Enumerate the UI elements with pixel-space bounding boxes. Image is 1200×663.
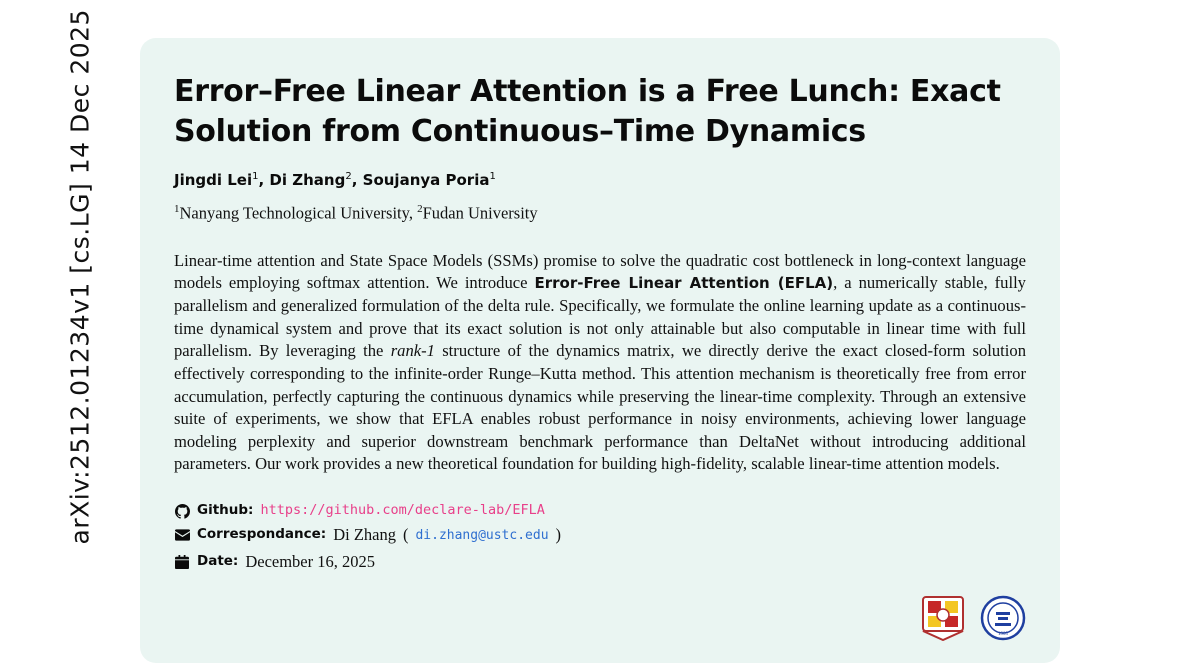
calendar-icon [174,554,190,570]
svg-text:1905: 1905 [998,632,1008,637]
meta-row-date [174,549,1026,576]
affiliation-2: Fudan University [422,203,538,223]
author-1: Jingdi Lei$^1$ [174,171,259,190]
correspondance-name: Di Zhang [333,524,396,544]
date-value: December 16, 2025 [245,551,375,571]
arxiv-stamp-text: arXiv:2512.01234v1 [cs.LG] 14 Dec 2025 [65,9,95,545]
author-2: Di Zhang$^2$ [269,171,352,190]
affiliation-1-sup: 1 [174,203,180,216]
github-label: Github: [197,502,254,519]
github-icon [174,503,190,519]
paper-card [140,38,1060,663]
abstract-text-0: Linear-time attention and State Space Models (SSMs) promise to solve the quadratic cost bottleneck in long-context language models employing softmax attention. We introduce [174,250,1026,293]
abstract-italic-3: rank-1 [390,341,435,361]
abstract-text-2: , a numerically stable, fully parallelism and generalized formulation of the delta rule. Specifically, we formulate the online learning update as a continuous-time dynamical system and prove that its exact solution is not only attainable but also computable in linear time with full parallelism. By leveraging the [174,273,1026,361]
author-3: Soujanya Poria$^1$ [362,171,496,190]
envelope-icon [174,527,190,543]
github-link[interactable]: https://github.com/declare-lab/EFLA [260,502,545,519]
logo-group [920,595,1026,641]
meta-row-github [174,500,1026,522]
correspondance-email-link[interactable]: di.zhang@ustc.edu [415,527,549,543]
page-title: Error–Free Linear Attention is a Free Lunch: Exact Solution from Continuous–Time Dynamics [174,74,1001,149]
abstract-text-4: structure of the dynamics matrix, we directly derive the exact closed-form solution effectively corresponding to the infinite-order Runge–Kutta method. This attention mechanism is theoretically free from error accumulation, perfectly capturing the continuous dynamics while preserving the linear-time complexity. Through an extensive suite of experiments, we show that EFLA enables robust performance in noisy environments, achieving lower language modeling perplexity and superior downstream benchmark performance than DeltaNet without introducing additional parameters. Our work provides a new theoretical foundation for building high-fidelity, scalable linear-time attention models. [174,341,1026,474]
abstract-bold-1: Error-Free Linear Attention (EFLA) [534,274,834,293]
abstract-text [174,250,1026,476]
date-label: Date: [197,553,239,570]
arxiv-stamp [0,0,95,648]
affiliation-list [174,203,1026,224]
meta-row-correspondance [174,522,1026,549]
ntu-logo [920,595,966,641]
fudan-logo [980,595,1026,641]
paren-open: ( [402,524,409,544]
paper-meta [174,500,1026,575]
author-list: Jingdi Lei$^1$, Di Zhang$^2$, Soujanya Poria$^1$ [174,171,496,190]
paren-close: ) [555,524,562,544]
affiliation-1: Nanyang Technological University, [179,203,413,223]
affiliation-2-sup: 2 [417,203,423,216]
correspondance-label: Correspondance: [197,526,327,543]
